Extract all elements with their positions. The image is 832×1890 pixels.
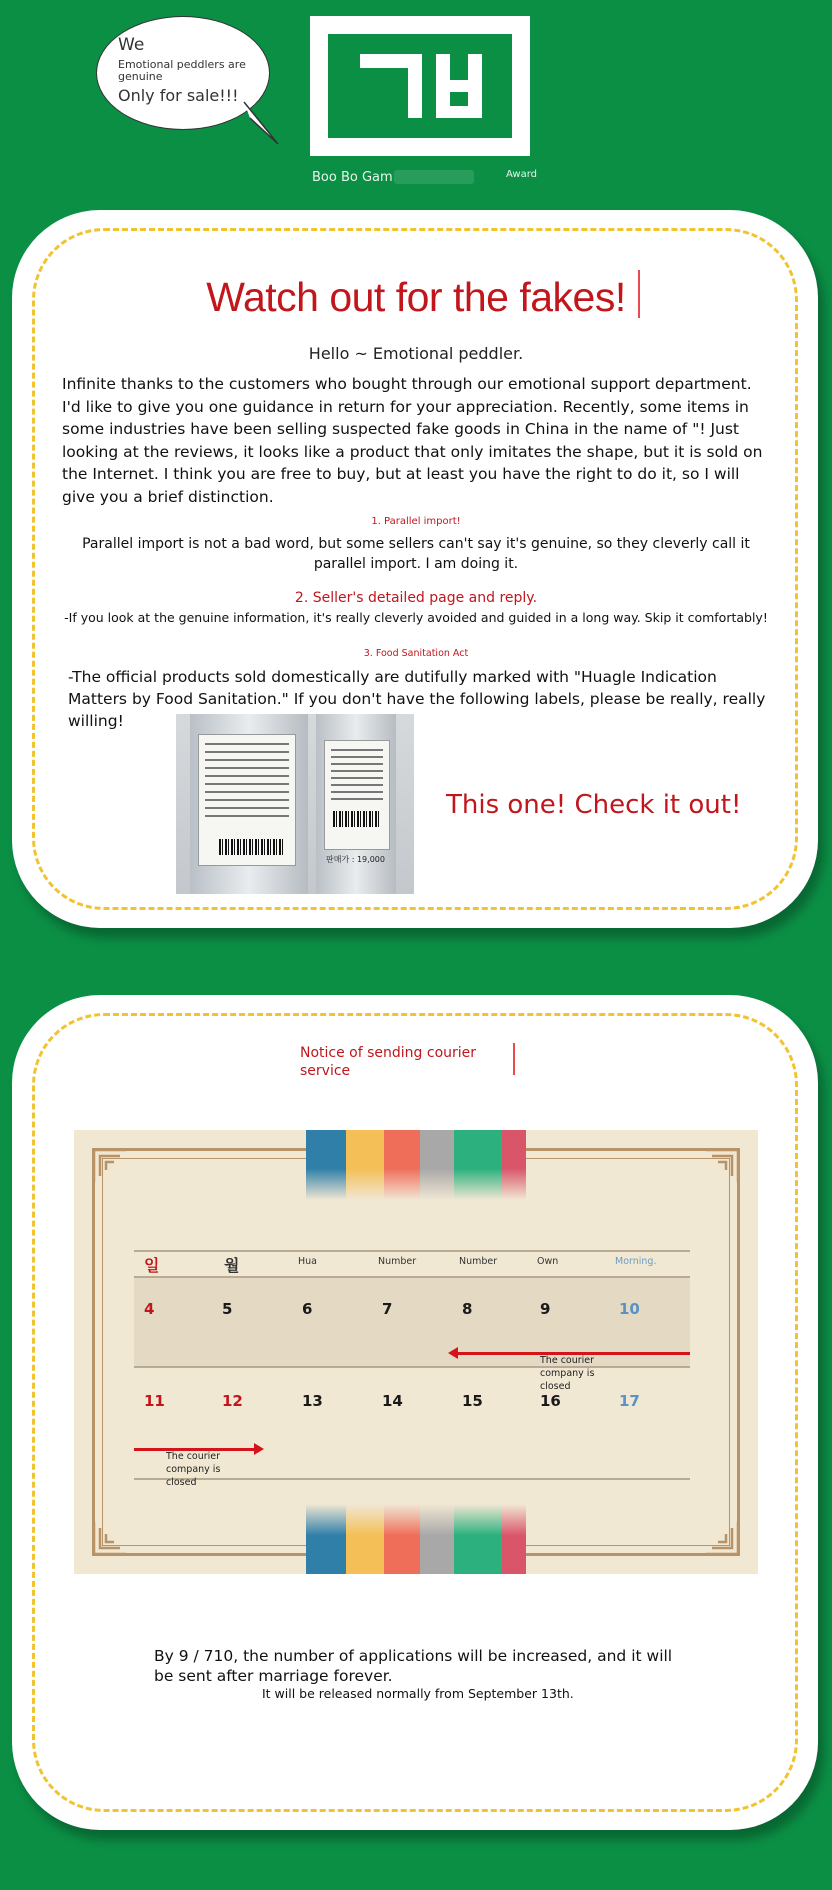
calendar-day: 15 (462, 1392, 483, 1410)
bubble-we: We (118, 35, 145, 55)
bubble-genuine: Emotional peddlers are genuine (118, 57, 246, 84)
weekday-header: Own (537, 1256, 559, 1267)
intro-paragraph: Infinite thanks to the customers who bought through our emotional support department. I'd like to give you one guidance in return for your appreciation. Recently, some items in some industries have been selling suspected fake goods in China in the name of "! Just looking at the reviews, it looks like a product that only imitates the shape, but it is sold on the Internet. I think you are free to buy, but at least you have the right to do it, so I will give you a brief distinction. (62, 375, 763, 506)
weekday-header: 월 (224, 1256, 240, 1275)
courier-notice-title: Notice of sending courier service (300, 1045, 477, 1079)
section-body-seller-page: -If you look at the genuine information, it's really cleverly avoided and guided in a long way. Skip it comfortably! (64, 610, 768, 625)
calendar-day: 16 (540, 1392, 561, 1410)
calendar-day: 14 (382, 1392, 403, 1410)
courier-closed-note: The courier company is closed (166, 1451, 221, 1488)
calendar-day: 11 (144, 1392, 165, 1410)
check-it-out-callout: This one! Check it out! (446, 790, 742, 820)
corner-ornament-icon (702, 1518, 742, 1558)
price-tag: 판매가 : 19,000 (326, 855, 385, 864)
calendar-day: 10 (619, 1300, 640, 1318)
courier-closed-note: The courier company is closed (540, 1355, 595, 1392)
product-label-photo (176, 714, 414, 894)
section-body-parallel-import: Parallel import is not a bad word, but some sellers can't say it's genuine, so they cleverly call it parallel import. I am doing it. (82, 536, 750, 572)
brand-name: Boo Bo Gam (312, 170, 393, 185)
speech-bubble-text (118, 36, 268, 105)
calendar-day: 13 (302, 1392, 323, 1410)
weekday-header: 일 (144, 1256, 160, 1275)
release-notice-date: It will be released normally from September 13th. (262, 1686, 574, 1701)
section-heading-seller-page: 2. Seller's detailed page and reply. (294, 590, 538, 606)
barcode-right (333, 811, 381, 827)
corner-ornament-icon (90, 1146, 130, 1186)
barcode-left (219, 839, 283, 855)
weekday-header: Hua (298, 1256, 317, 1267)
corner-ornament-icon (90, 1518, 130, 1558)
weekday-header: Number (378, 1256, 417, 1267)
fakes-title: Watch out for the fakes! (206, 274, 626, 320)
calendar-rule (134, 1250, 690, 1252)
section-body-food-sanitation: -The official products sold domestically are dutifully marked with "Huagle Indication Matters by Food Sanitation." If you don't have the following labels, please be really, really willing! (68, 668, 766, 730)
calendar-day: 17 (619, 1392, 640, 1410)
calendar-day: 12 (222, 1392, 243, 1410)
calendar-day: 8 (462, 1300, 473, 1318)
title-marker (638, 270, 640, 318)
brand-logo (310, 16, 530, 156)
section-heading-food-sanitation: 3. Food Sanitation Act (363, 648, 469, 659)
calendar-day: 9 (540, 1300, 551, 1318)
section-heading-parallel-import: 1. Parallel import! (371, 516, 461, 527)
color-strip-top (306, 1130, 526, 1200)
bubble-only-for-sale: Only for sale!!! (118, 85, 239, 105)
hangul-logo-icon (328, 34, 512, 138)
brand-name-blurred (394, 170, 474, 184)
color-strip-bottom (306, 1504, 526, 1574)
label-left (198, 734, 296, 866)
weekday-header: Number (459, 1256, 498, 1267)
weekday-header: Morning. (615, 1256, 657, 1267)
speech-bubble-tail (242, 100, 282, 148)
award-link[interactable]: Award (506, 169, 538, 180)
release-notice-main: By 9 / 710, the number of applications will be increased, and it will be sent after marriage forever. (154, 1647, 673, 1685)
holiday-calendar (74, 1130, 758, 1574)
calendar-day: 7 (382, 1300, 393, 1318)
greeting: Hello ~ Emotional peddler. (308, 344, 524, 363)
calendar-day: 5 (222, 1300, 233, 1318)
calendar-day: 4 (144, 1300, 155, 1318)
calendar-day: 6 (302, 1300, 313, 1318)
label-right (324, 740, 390, 850)
notice-marker (513, 1043, 515, 1075)
corner-ornament-icon (702, 1146, 742, 1186)
